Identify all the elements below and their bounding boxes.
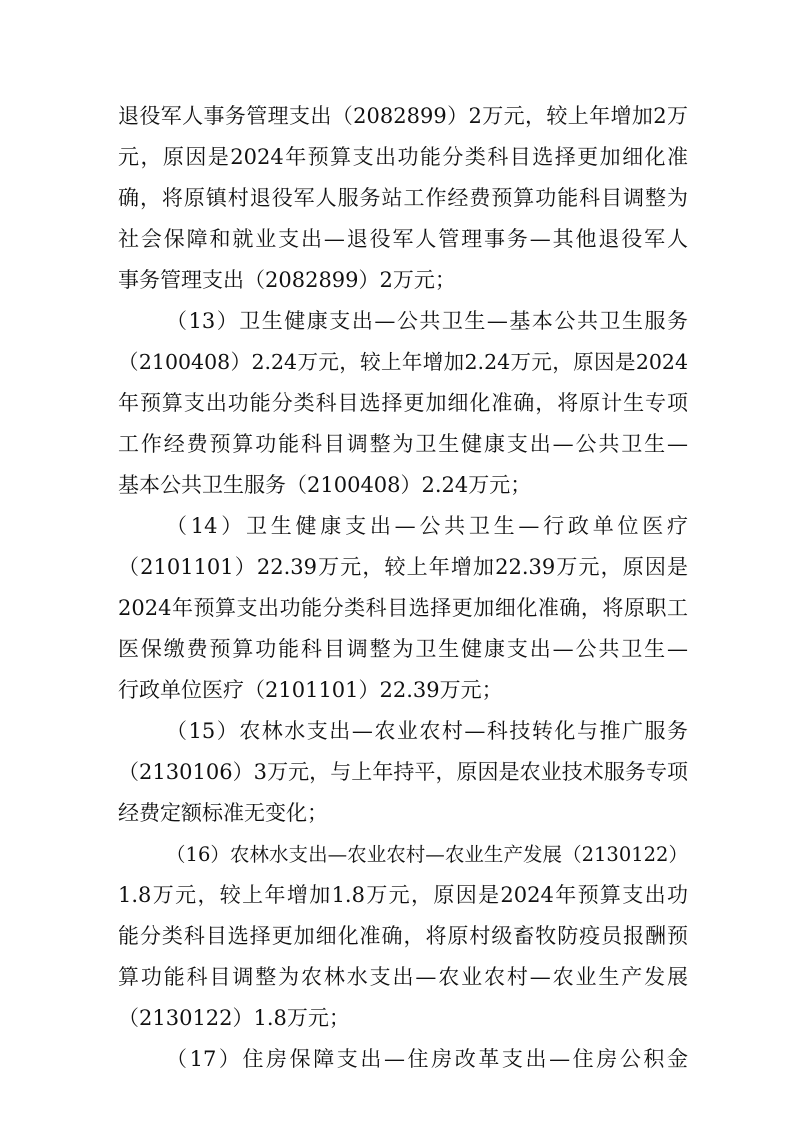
text-line: （2130106）3万元，与上年持平，原因是农业技术服务专项: [118, 760, 688, 784]
text-line: 年预算支出功能分类科目选择更加细化准确，将原计生专项: [118, 391, 688, 415]
text-line: （2130122）1.8万元；: [118, 1006, 350, 1030]
text-line: 基本公共卫生服务（2100408）2.24万元；: [118, 473, 532, 497]
paragraph-item-16: [118, 834, 688, 1039]
text-line: 工作经费预算功能科目调整为卫生健康支出—公共卫生—: [118, 432, 688, 456]
body-text: [118, 96, 688, 1080]
paragraph-veterans-affairs: [118, 96, 688, 301]
text-line: （13）卫生健康支出—公共卫生—基本公共卫生服务: [166, 309, 688, 333]
text-line: （14）卫生健康支出—公共卫生—行政单位医疗: [166, 514, 688, 538]
paragraph-item-15: [118, 711, 688, 834]
text-line: 经费定额标准无变化；: [118, 801, 328, 825]
text-line: （16）农林水支出—农业农村—农业生产发展（2130122）: [166, 843, 688, 866]
text-line: 能分类科目选择更加细化准确，将原村级畜牧防疫员报酬预: [118, 924, 688, 948]
text-line: （2101101）22.39万元，较上年增加22.39万元，原因是: [118, 555, 688, 579]
text-line: 1.8万元，较上年增加1.8万元，原因是2024年预算支出功: [118, 883, 688, 907]
text-line: 行政单位医疗（2101101）22.39万元；: [118, 678, 503, 702]
text-line: 确，将原镇村退役军人服务站工作经费预算功能科目调整为: [118, 186, 688, 210]
text-line: （15）农林水支出—农业农村—科技转化与推广服务: [166, 719, 688, 743]
text-line: 退役军人事务管理支出（2082899）2万元，较上年增加2万: [118, 104, 688, 128]
text-line: 元，原因是2024年预算支出功能分类科目选择更加细化准: [118, 145, 688, 169]
text-line: 医保缴费预算功能科目调整为卫生健康支出—公共卫生—: [118, 637, 688, 661]
text-line: 社会保障和就业支出—退役军人管理事务—其他退役军人: [118, 227, 688, 251]
text-line: （17）住房保障支出—住房改革支出—住房公积金: [166, 1047, 688, 1071]
paragraph-item-13: [118, 301, 688, 506]
text-line: 事务管理支出（2082899）2万元；: [118, 268, 456, 292]
text-line: （2100408）2.24万元，较上年增加2.24万元，原因是2024: [118, 350, 688, 374]
paragraph-item-14: [118, 506, 688, 711]
paragraph-item-17: [118, 1039, 688, 1080]
text-line: 2024年预算支出功能分类科目选择更加细化准确，将原职工: [118, 596, 688, 620]
text-line: 算功能科目调整为农林水支出—农业农村—农业生产发展: [118, 965, 688, 989]
